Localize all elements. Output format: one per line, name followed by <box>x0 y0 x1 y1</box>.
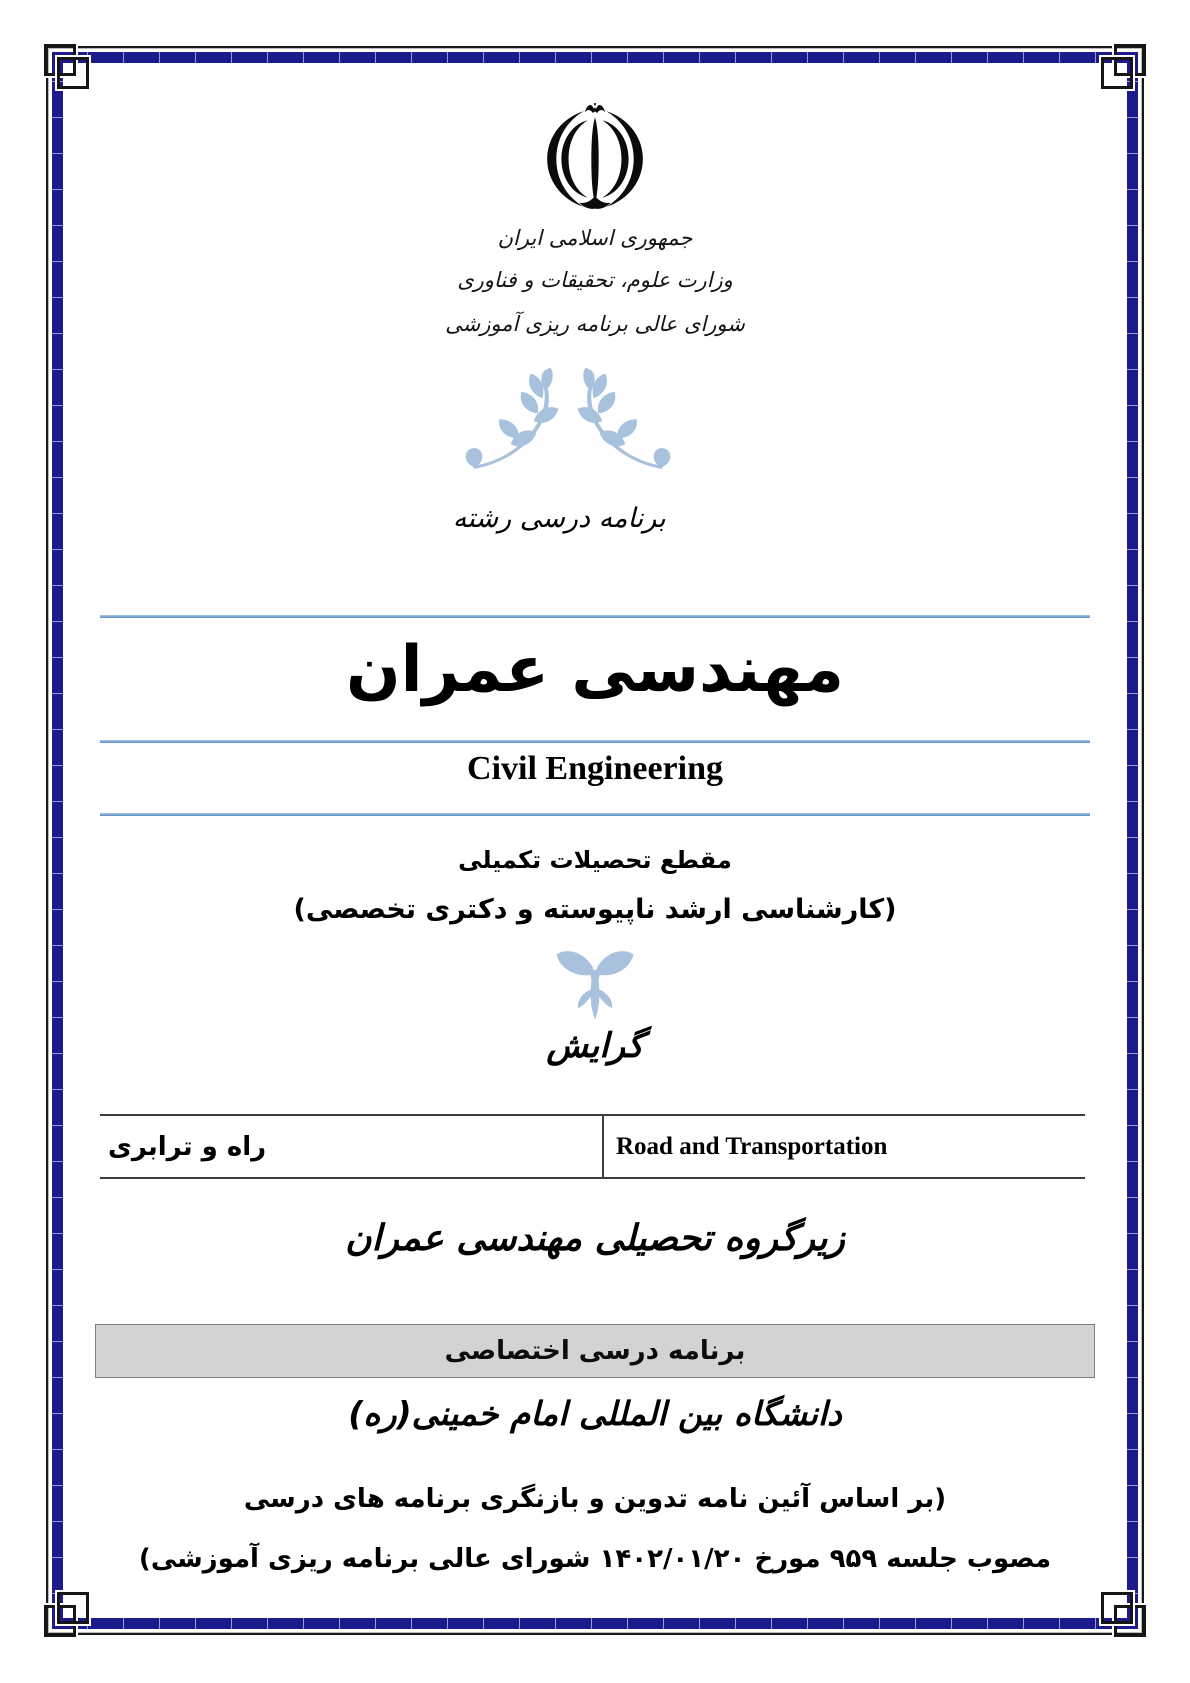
border-band-left <box>52 52 63 1629</box>
floral-flourish-icon <box>463 366 673 488</box>
header-line-country: جمهوری اسلامی ایران <box>497 226 693 250</box>
level-line-2: (کارشناسی ارشد ناپیوسته و دکتری تخصصی) <box>293 894 897 925</box>
page-title-fa: مهندسی عمران <box>346 633 844 707</box>
border-band-bottom <box>52 1618 1138 1629</box>
orientation-en-cell: Road and Transportation <box>616 1132 888 1160</box>
footnote-line-2: مصوب جلسه ۹۵۹ مورخ ۱۴۰۲/۰۱/۲۰ شورای عالی برنامه ریزی آموزشی) <box>138 1544 1052 1574</box>
orientation-fa-cell: راه و ترابری <box>108 1131 267 1162</box>
corner-knot-icon <box>1101 57 1133 89</box>
orientation-table <box>100 1114 1085 1179</box>
corner-knot-icon <box>1101 1592 1133 1624</box>
header-line-ministry: وزارت علوم، تحقیقات و فناوری <box>457 268 733 292</box>
iran-national-emblem-icon <box>543 103 647 219</box>
subgroup-line: زیرگروه تحصیلی مهندسی عمران <box>345 1218 845 1259</box>
banner-specialized-curriculum: برنامه درسی اختصاصی <box>95 1324 1095 1378</box>
level-line-1: مقطع تحصیلات تکمیلی <box>458 846 732 874</box>
corner-knot-icon <box>57 57 89 89</box>
border-band-top <box>52 52 1138 63</box>
corner-knot-icon <box>57 1592 89 1624</box>
program-label: برنامه درسی رشته <box>452 503 666 534</box>
divider-rule <box>100 813 1090 816</box>
divider-rule <box>100 740 1090 743</box>
divider-rule <box>100 615 1090 618</box>
footnote-line-1: (بر اساس آئین نامه تدوین و بازنگری برنامه های درسی <box>243 1484 947 1514</box>
orientation-label: گرایش <box>546 1026 644 1066</box>
header-line-council: شورای عالی برنامه ریزی آموزشی <box>445 312 745 336</box>
university-line: دانشگاه بین المللی امام خمینی(ره) <box>348 1394 842 1433</box>
page-title-en: Civil Engineering <box>467 750 723 787</box>
small-flourish-icon <box>547 948 643 1030</box>
border-band-right <box>1127 52 1138 1629</box>
